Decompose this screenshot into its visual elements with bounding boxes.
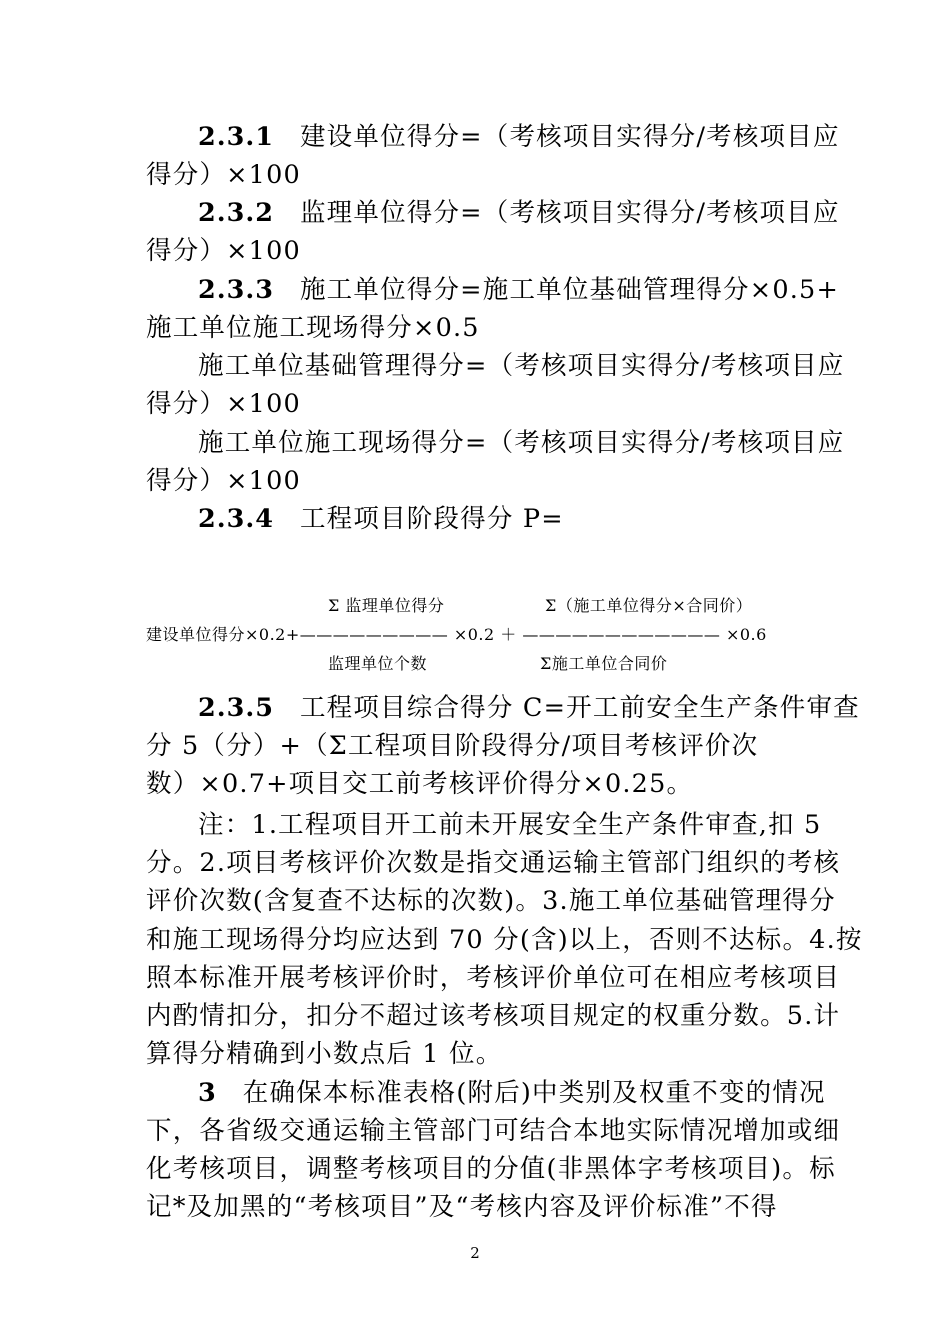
paragraph-line: 记*及加黑的“考核项目”及“考核内容及评价标准”不得 — [146, 1192, 778, 1222]
paragraph-2-3-4 — [198, 500, 564, 538]
paragraph-line: 得分）×100 — [146, 466, 301, 496]
paragraph-line: 分 5（分）+（Σ工程项目阶段得分/项目考核评价次 — [146, 731, 759, 761]
paragraph-line: 得分）×100 — [146, 236, 301, 266]
paragraph-line: 施工单位基础管理得分=（考核项目实得分/考核项目应 — [198, 351, 845, 381]
formula-denominator-supervision: 监理单位个数 — [328, 654, 428, 673]
formula-numerator-supervision: Σ 监理单位得分 — [328, 596, 445, 615]
paragraph-line: 施工单位施工现场得分×0.5 — [146, 313, 480, 343]
paragraph-line: 内酌情扣分，扣分不超过该考核项目规定的权重分数。5.计 — [146, 1001, 841, 1031]
paragraph-line: 评价次数(含复查不达标的次数)。3.施工单位基础管理得分 — [146, 886, 836, 916]
section-number: 2.3.1 — [198, 122, 274, 152]
paragraph-line: 施工单位施工现场得分=（考核项目实得分/考核项目应 — [198, 428, 845, 458]
paragraph-text: 工程项目阶段得分 P= — [299, 504, 564, 534]
paragraph-text: 在确保本标准表格(附后)中类别及权重不变的情况 — [242, 1078, 826, 1108]
formula-numerator-construction: Σ（施工单位得分×合同价） — [545, 596, 753, 615]
paragraph-text: 工程项目综合得分 C=开工前安全生产条件审查 — [299, 693, 860, 723]
paragraph-2-3-2 — [198, 194, 840, 232]
paragraph-line: 照本标准开展考核评价时，考核评价单位可在相应考核项目 — [146, 963, 841, 993]
paragraph-text: 建设单位得分=（考核项目实得分/考核项目应 — [299, 122, 840, 152]
paragraph-line: 分。2.项目考核评价次数是指交通运输主管部门组织的考核 — [146, 848, 841, 878]
paragraph-text: 施工单位得分=施工单位基础管理得分×0.5+ — [299, 275, 840, 305]
paragraph-line: 算得分精确到小数点后 1 位。 — [146, 1039, 503, 1069]
paragraph-line: 数）×0.7+项目交工前考核评价得分×0.25。 — [146, 769, 694, 799]
page-number: 2 — [470, 1244, 480, 1262]
section-number: 3 — [198, 1078, 217, 1108]
paragraph-2-3-3 — [198, 271, 839, 309]
paragraph-2-3-1 — [198, 118, 840, 156]
formula-main-line: 建设单位得分×0.2+————————— ×0.2 ＋ ———————————— ×0.6 — [146, 625, 767, 644]
paragraph-text: 监理单位得分=（考核项目实得分/考核项目应 — [299, 198, 840, 228]
formula-denominator-construction: Σ施工单位合同价 — [540, 654, 668, 673]
section-number: 2.3.4 — [198, 504, 274, 534]
paragraph-2-3-5 — [198, 689, 860, 727]
section-number: 2.3.5 — [198, 693, 274, 723]
section-number: 2.3.2 — [198, 198, 274, 228]
paragraph-line: 和施工现场得分均应达到 70 分(含)以上，否则不达标。4.按 — [146, 925, 863, 955]
paragraph-3 — [198, 1074, 826, 1112]
note-paragraph: 注：1.工程项目开工前未开展安全生产条件审查,扣 5 — [198, 810, 822, 840]
paragraph-line: 下，各省级交通运输主管部门可结合本地实际情况增加或细 — [146, 1116, 841, 1146]
paragraph-line: 得分）×100 — [146, 160, 301, 190]
paragraph-line: 得分）×100 — [146, 389, 301, 419]
section-number: 2.3.3 — [198, 275, 274, 305]
paragraph-line: 化考核项目，调整考核项目的分值(非黑体字考核项目)。标 — [146, 1154, 836, 1184]
